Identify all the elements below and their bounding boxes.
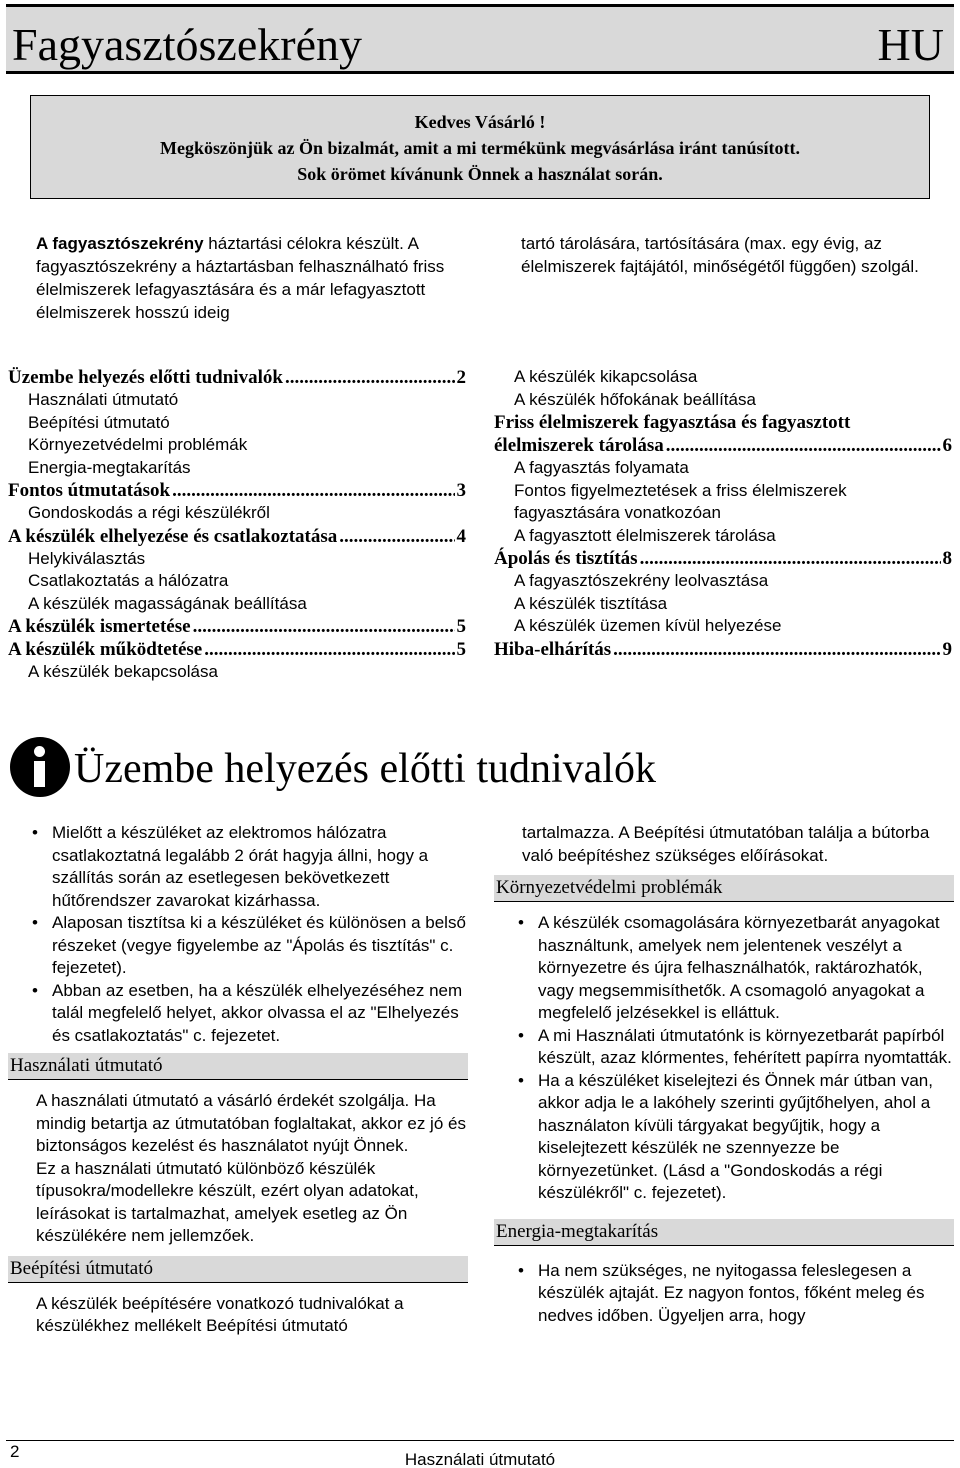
language-code: HU	[877, 19, 944, 70]
toc-entry[interactable]	[8, 479, 466, 502]
toc-entry[interactable]	[8, 525, 466, 548]
toc-dots	[666, 434, 941, 457]
toc-dots	[613, 638, 940, 661]
toc-dots	[339, 525, 454, 548]
toc-sub[interactable]: A készülék kikapcsolása	[514, 367, 698, 386]
toc-entry-title: Hiba-elhárítás	[494, 638, 612, 660]
bullet-list	[494, 912, 954, 1205]
welcome-line-2: Megköszönjük az Ön bizalmát, amit a mi termékünk megvásárlása iránt tanúsított.	[160, 138, 800, 158]
toc-dots	[193, 615, 455, 638]
list-item: • Alaposan tisztítsa ki a készüléket és különösen a belső részeket (vegye figyelembe az "Ápolás és tisztítás" c. fejezetet).	[8, 912, 468, 980]
subheading-installation-manual: Beépítési útmutató	[8, 1256, 468, 1283]
toc-entry[interactable]	[8, 366, 466, 389]
bullet-list	[494, 1260, 954, 1328]
toc-dots	[640, 547, 941, 570]
subheading-user-manual: Használati útmutató	[8, 1053, 468, 1080]
info-icon	[10, 737, 70, 797]
toc-sub[interactable]: A készülék üzemen kívül helyezése	[514, 616, 782, 635]
section-heading	[10, 737, 790, 797]
toc-sub[interactable]: A készülék tisztítása	[514, 593, 668, 613]
toc-sub[interactable]: A készülék bekapcsolása	[28, 662, 218, 681]
toc-sub[interactable]: A fagyasztott élelmiszerek tárolása	[514, 525, 776, 545]
toc-page-number: 8	[942, 548, 952, 569]
subheading-environment: Környezetvédelmi problémák	[494, 875, 954, 902]
list-item: • Ha a készüléket kiselejtezi és Önnek már útban van, akkor adja le a lakóhely szerinti gyűjtőhelyen, ahol a használaton kívüli tárgyakat begyűjtik, hogy a kiselejtezett készülék ne szennyezze be környezetünket. (Lásd a "Gondoskodás a régi készülékről" c. fejezetet).	[494, 1070, 954, 1205]
intro-left-text: háztartási célokra készült. A fagyasztószekrény a háztartásban felhasználható friss élelmiszerek lefagyasztására és a már lefagyasztott élelmiszerek hosszú ideig	[36, 234, 445, 322]
page-title: Fagyasztószekrény	[12, 19, 362, 70]
right-column	[494, 822, 954, 1327]
toc-page-number: 3	[456, 480, 466, 501]
toc-entry-title: Friss élelmiszerek fagyasztása és fagyasztott	[494, 412, 851, 433]
toc-entry-title: Fontos útmutatások	[8, 480, 171, 501]
toc-entry-freezing[interactable]	[494, 411, 952, 434]
section-title: Üzembe helyezés előtti tudnivalók	[74, 746, 656, 792]
toc-sub[interactable]: Energia-megtakarítás	[28, 457, 191, 477]
toc-dots	[172, 479, 454, 502]
toc-page-number: 5	[456, 639, 466, 660]
welcome-line-3: Sok örömet kívánunk Önnek a használat során.	[297, 164, 663, 184]
intro-right: tartó tárolására, tartósítására (max. egy évig, az élelmiszerek fajtájától, minőségétől függően) szolgál.	[521, 234, 919, 276]
footer-divider	[6, 1440, 954, 1441]
toc-dots	[204, 638, 454, 661]
toc-entry-title: A készülék elhelyezése és csatlakoztatása	[8, 525, 338, 547]
toc-sub[interactable]: Csatlakoztatás a hálózatra	[28, 571, 229, 590]
intro-left	[36, 232, 466, 324]
paragraph: tartalmazza. A Beépítési útmutatóban találja a bútorba való beépítéshez szükséges előírásokat.	[522, 823, 930, 865]
toc-left	[8, 366, 466, 684]
toc-entry-title: A készülék ismertetése	[8, 616, 191, 637]
left-column	[8, 822, 468, 1338]
toc-page-number: 6	[942, 435, 952, 456]
toc-page-number: 9	[942, 638, 952, 660]
toc-sub[interactable]: Környezetvédelmi problémák	[28, 435, 248, 454]
paragraph: A használati útmutató a vásárló érdekét szolgálja. Ha mindig betartja az útmutatóban foglaltakat, akkor ez jó és biztonságos kezelést és használatot nyújt Önnek.	[36, 1091, 466, 1155]
intro-bold: A fagyasztószekrény	[36, 234, 204, 253]
toc-entry-title: A készülék működtetése	[8, 639, 203, 660]
toc-sub[interactable]: A készülék hőfokának beállítása	[514, 389, 756, 409]
toc-entry-title: Üzembe helyezés előtti tudnivalók	[8, 367, 283, 388]
list-item: • Mielőtt a készüléket az elektromos hálózatra csatlakoztatná legalább 2 órát hagyja állni, hogy a szállítás során az esetlegesen bekövetkezett hűtőrendszer zavarokat kizárhassa.	[8, 822, 468, 912]
welcome-box	[30, 95, 930, 199]
list-item: • Abban az esetben, ha a készülék elhelyezéséhez nem talál megfelelő helyet, akkor olvassa el az "Elhelyezés és csatlakoztatás" c. fejezetet.	[8, 980, 468, 1048]
toc-entry-title: élelmiszerek tárolása	[494, 435, 664, 456]
list-item: • A készülék csomagolására környezetbarát anyagokat használtunk, amelyek nem jelentenek veszélyt a környezetre és újra felhasználhatók, raktározhatók, vagy megsemmisíthetők. A csomagoló anyagokat a megfelelő jelzésekkel is elláttuk.	[494, 912, 954, 1025]
toc-entry-title: Ápolás és tisztítás	[494, 548, 638, 569]
welcome-line-1: Kedves Vásárló !	[414, 112, 546, 132]
list-item: • Ha nem szükséges, ne nyitogassa feleslegesen a készülék ajtaját. Ez nagyon fontos, főként meleg és nedves időben. Ügyeljen arra, hogy	[494, 1260, 954, 1328]
toc-entry-troubleshooting[interactable]	[494, 638, 952, 661]
bullet-list	[8, 822, 468, 1047]
paragraph: A készülék beépítésére vonatkozó tudnivalókat a készülékhez mellékelt Beépítési útmutató	[36, 1293, 404, 1335]
toc-entry[interactable]	[8, 638, 466, 661]
page-header	[6, 4, 954, 74]
toc-entry-freezing-cont[interactable]	[494, 434, 952, 457]
toc-page-number: 5	[456, 616, 466, 637]
toc-sub[interactable]: Használati útmutató	[28, 390, 179, 409]
paragraph: Ez a használati útmutató különböző készülék típusokra/modellekre készült, ezért olyan adatokat, leírásokat is tartalmazhat, amelyek esetleg az Ön készülékére nem jellemzőek.	[36, 1158, 419, 1245]
toc-sub[interactable]: Fontos figyelmeztetések a friss élelmiszerek fagyasztására vonatkozóan	[514, 480, 847, 522]
toc-sub[interactable]: Beépítési útmutató	[28, 412, 170, 432]
toc-page-number: 2	[456, 367, 466, 388]
list-item: • A mi Használati útmutatónk is környezetbarát papírból készült, azaz klórmentes, fehérített papírra nyomtatták.	[494, 1025, 954, 1070]
subheading-energy-saving: Energia-megtakarítás	[494, 1219, 954, 1246]
toc-entry[interactable]	[8, 615, 466, 638]
toc-sub[interactable]: A fagyasztószekrény leolvasztása	[514, 571, 769, 590]
toc-sub[interactable]: A fagyasztás folyamata	[514, 458, 689, 477]
toc-right	[494, 366, 952, 661]
toc-sub[interactable]: Gondoskodás a régi készülékről	[28, 503, 270, 522]
toc-sub[interactable]: Helykiválasztás	[28, 548, 146, 568]
toc-page-number: 4	[456, 525, 466, 547]
toc-sub[interactable]: A készülék magasságának beállítása	[28, 593, 307, 613]
toc-dots	[285, 366, 455, 389]
toc-entry-care[interactable]	[494, 547, 952, 570]
footer-text: Használati útmutató	[404, 1450, 556, 1468]
page-number: 2	[10, 1442, 20, 1461]
